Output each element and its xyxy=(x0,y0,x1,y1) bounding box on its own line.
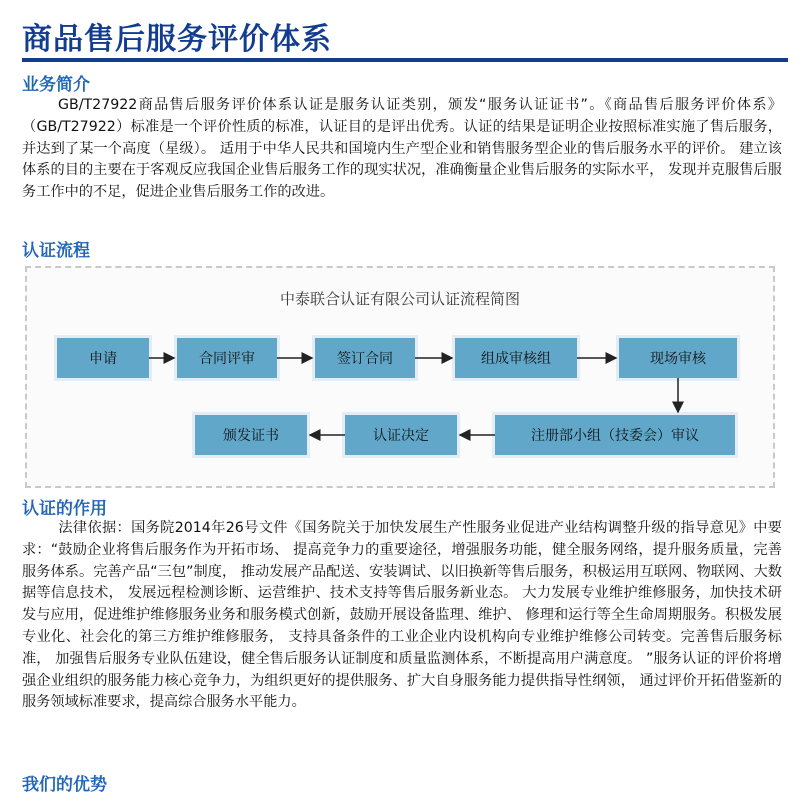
diagram-title: 中泰联合认证有限公司认证流程简图 xyxy=(279,290,520,308)
step-sign-contract: 签订合同 xyxy=(315,338,415,378)
section-heading-advantage: 我们的优势 xyxy=(22,775,107,795)
step-form-audit-team: 组成审核组 xyxy=(455,338,577,378)
intro-text: GB/T27922商品售后服务评价体系认证是服务认证类别，颁发“服务认证证书”。《商品售后服务评价体系》（GB/T27922）标准是一个评价性质的标准，认证目的是评出优秀。认证的结果是证明企业按照标准实施了售后服务，并达到了某一个高度（星级）。 适用于中华人民共和国境内生产型企业和销售服务型企业的售后服务水平的评价。 建立该体系的目的主要在于客观反应我国企业售后服务工作的现实状况，准确衡量企业售后服务的实际水平， 发现并克服售后服务工作中的不足，促进企业售后服务工作的改进。 xyxy=(22,97,782,201)
step-apply: 申请 xyxy=(57,338,149,378)
flow-arrows xyxy=(27,268,773,486)
title-underline xyxy=(22,58,788,62)
page-title: 商品售后服务评价体系 xyxy=(22,22,332,57)
step-contract-review: 合同评审 xyxy=(177,338,277,378)
step-certification-decision: 认证决定 xyxy=(345,415,457,455)
process-diagram xyxy=(25,266,775,488)
step-committee-review: 注册部小组（技委会）审议 xyxy=(495,415,735,455)
section-heading-role: 认证的作用 xyxy=(22,499,107,519)
step-issue-certificate: 颁发证书 xyxy=(195,415,307,455)
intro-paragraph xyxy=(22,95,782,204)
role-text: 法律依据：国务院2014年26号文件《国务院关于加快发展生产性服务业促进产业结构调整升级的指导意见》中要求：“鼓励企业将售后服务作为开拓市场、 提高竞争力的重要途径，增强服务功能，健全服务网络，提升服务质量，完善服务体系。完善产品“三包”制度， 推动发展产品配送、安装调试、以旧换新等售后服务，积极运用互联网、物联网、大数据等信息技术， 发展远程检测诊断、运营维护、技术支持等售后服务新业态。 大力发展专业维护维修服务，加快技术研发与应用，促进维护维修服务业务和服务模式创新，鼓励开展设备监理、维护、 修理和运行等全生命周期服务。积极发展专业化、社会化的第三方维护维修服务， 支持具备条件的工业企业内设机构向专业维护维修公司转变。完善售后服务标准， 加强售后服务专业队伍建设，健全售后服务认证制度和质量监测体系，不断提高用户满意度。 ”服务认证的评价将增强企业组织的服务能力核心竞争力，为组织更好的提供服务、扩大自身服务能力提供指导性纲领， 通过评价开拓借鉴新的服务领域标准要求，提高综合服务水平能力。 xyxy=(22,520,782,711)
role-paragraph xyxy=(22,518,782,714)
title-bar xyxy=(0,0,800,64)
section-heading-intro: 业务简介 xyxy=(22,75,90,95)
step-onsite-audit: 现场审核 xyxy=(619,338,737,378)
section-heading-process: 认证流程 xyxy=(22,241,90,261)
